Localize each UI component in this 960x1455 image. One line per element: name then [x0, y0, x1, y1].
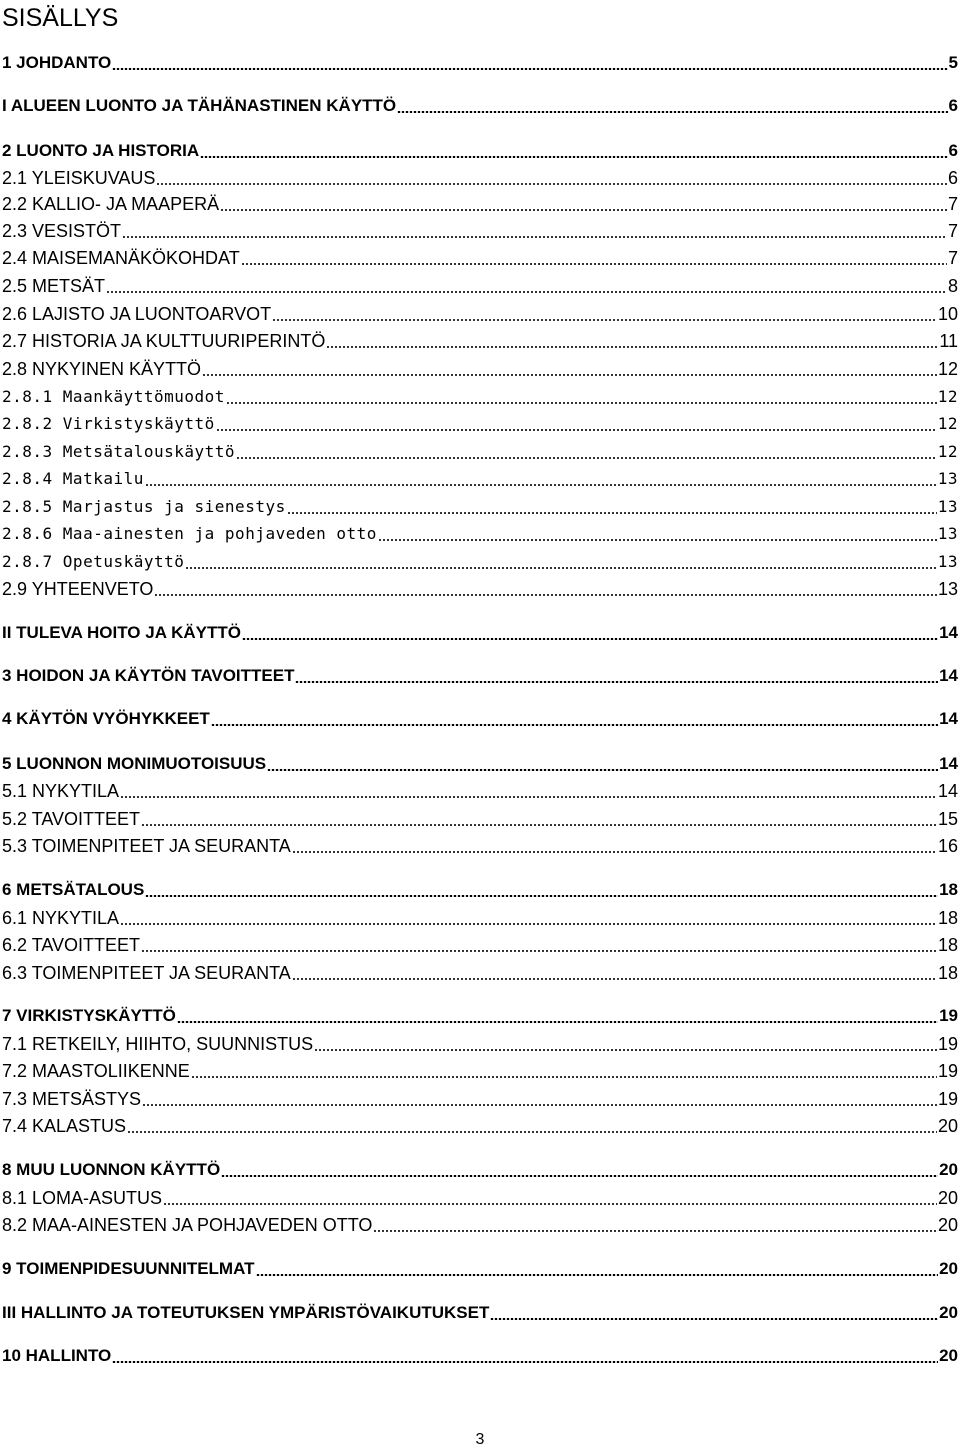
toc-entry-page: 6: [948, 96, 958, 115]
toc-entry[interactable]: [2, 1086, 958, 1110]
toc-entry[interactable]: [2, 1256, 958, 1280]
toc-entry-page: 12: [937, 414, 958, 433]
toc-entry[interactable]: [2, 576, 958, 600]
toc-entry-page: 16: [937, 836, 958, 856]
dot-leader: [272, 319, 937, 321]
toc-entry[interactable]: [2, 165, 958, 189]
toc-entry-label: 2.8.5 Marjastus ja sienestys: [2, 497, 286, 516]
dot-leader: [220, 209, 947, 211]
toc-entry-page: 6: [948, 141, 958, 160]
toc-entry-page: 15: [937, 809, 958, 829]
toc-entry-page: 18: [939, 880, 958, 899]
toc-entry-label: 6.1 NYKYTILA: [2, 908, 120, 928]
toc-entry[interactable]: [2, 466, 958, 490]
toc-entry-label: 8.1 LOMA-ASUTUS: [2, 1188, 163, 1208]
toc-entry-page: 11: [939, 331, 958, 351]
toc-entry[interactable]: [2, 751, 958, 775]
toc-entry[interactable]: [2, 245, 958, 269]
dot-leader: [226, 402, 937, 404]
dot-leader: [373, 1230, 937, 1232]
dot-leader: [287, 512, 937, 514]
toc-entry-page: 20: [937, 1188, 958, 1208]
toc-entry[interactable]: [2, 411, 958, 435]
dot-leader: [236, 457, 937, 459]
dot-leader: [141, 824, 937, 826]
toc-entry-page: 20: [939, 1346, 958, 1365]
toc-entry-label: 2.3 VESISTÖT: [2, 221, 122, 241]
toc-entry-page: 18: [937, 963, 958, 983]
toc-entry-page: 12: [937, 442, 958, 461]
toc-entry-label: 2.7 HISTORIA JA KULTTUURIPERINTÖ: [2, 331, 326, 351]
toc-entry-page: 19: [939, 1006, 958, 1025]
toc-entry-label: 2.9 YHTEENVETO: [2, 579, 154, 599]
toc-entry[interactable]: [2, 706, 958, 730]
toc-entry[interactable]: [2, 1343, 958, 1367]
toc-entry-page: 5: [948, 53, 958, 72]
toc-entry[interactable]: [2, 932, 958, 956]
toc-entry-label: 2.8.7 Opetuskäyttö: [2, 552, 185, 571]
toc-entry-page: 20: [939, 1160, 958, 1179]
dot-leader: [141, 950, 937, 952]
toc-entry-page: 19: [937, 1061, 958, 1081]
toc-entry[interactable]: [2, 439, 958, 463]
toc-entry[interactable]: [2, 356, 958, 380]
toc-entry[interactable]: [2, 778, 958, 802]
toc-entry-label: 8 MUU LUONNON KÄYTTÖ: [2, 1160, 221, 1179]
toc-entry[interactable]: [2, 384, 958, 408]
dot-leader: [314, 1049, 937, 1051]
toc-entry-label: 2.5 METSÄT: [2, 276, 106, 296]
dot-leader: [106, 291, 947, 293]
toc-entry-page: 19: [937, 1034, 958, 1054]
toc-entry-page: 13: [937, 524, 958, 543]
toc-entry-page: 14: [937, 781, 958, 801]
dot-leader: [397, 110, 947, 113]
toc-entry[interactable]: [2, 273, 958, 297]
toc-entry[interactable]: [2, 218, 958, 242]
toc-entry[interactable]: [2, 1185, 958, 1209]
toc-entry[interactable]: [2, 1113, 958, 1137]
dot-leader: [221, 1174, 938, 1177]
toc-entry-label: III HALLINTO JA TOTEUTUKSEN YMPÄRISTÖVAIKUTUKSET: [2, 1303, 490, 1322]
dot-leader: [378, 539, 937, 541]
toc-entry-label: II TULEVA HOITO JA KÄYTTÖ: [2, 623, 241, 642]
dot-leader: [256, 1273, 939, 1276]
toc-entry-page: 14: [939, 709, 958, 728]
toc-entry-label: 10 HALLINTO: [2, 1346, 112, 1365]
dot-leader: [241, 263, 947, 265]
toc-entry-label: 7.2 MAASTOLIIKENNE: [2, 1061, 190, 1081]
toc-entry-page: 7: [947, 221, 958, 241]
toc-entry[interactable]: [2, 620, 958, 644]
toc-entry-page: 7: [947, 248, 958, 268]
dot-leader: [112, 67, 947, 70]
toc-entry-page: 10: [937, 304, 958, 324]
dot-leader: [191, 1076, 937, 1078]
toc-entry-label: 2.2 KALLIO- JA MAAPERÄ: [2, 194, 220, 214]
toc-entry-label: 2 LUONTO JA HISTORIA: [2, 141, 200, 160]
dot-leader: [202, 374, 937, 376]
toc-entry-label: 2.4 MAISEMANÄKÖKOHDAT: [2, 248, 240, 268]
dot-leader: [242, 637, 938, 640]
toc-entry-label: 6 METSÄTALOUS: [2, 880, 145, 899]
toc-entry-label: 6.2 TAVOITTEET: [2, 935, 141, 955]
dot-leader: [156, 183, 947, 185]
toc-entry-page: 13: [937, 579, 958, 599]
toc-entry[interactable]: [2, 521, 958, 545]
toc-entry-label: 2.8.6 Maa-ainesten ja pohjaveden otto: [2, 524, 377, 543]
dot-leader: [267, 768, 938, 771]
toc-entry-page: 14: [939, 666, 958, 685]
dot-leader: [177, 1020, 938, 1023]
dot-leader: [292, 978, 937, 980]
toc-entry[interactable]: [2, 301, 958, 325]
toc-entry-label: 2.8.1 Maankäyttömuodot: [2, 387, 225, 406]
toc-entry-label: 5.1 NYKYTILA: [2, 781, 120, 801]
dot-leader: [145, 894, 938, 897]
toc-entry-page: 13: [937, 497, 958, 516]
toc-entry[interactable]: [2, 191, 958, 215]
toc-entry-label: 2.8.2 Virkistyskäyttö: [2, 414, 215, 433]
toc-entry-page: 14: [939, 623, 958, 642]
toc-entry-label: I ALUEEN LUONTO JA TÄHÄNASTINEN KÄYTTÖ: [2, 96, 397, 115]
toc-entry[interactable]: [2, 1157, 958, 1181]
toc-entry[interactable]: [2, 806, 958, 830]
dot-leader: [120, 923, 937, 925]
dot-leader: [292, 851, 937, 853]
toc-entry[interactable]: [2, 494, 958, 518]
dot-leader: [122, 236, 947, 238]
toc-entry-label: 5.3 TOIMENPITEET JA SEURANTA: [2, 836, 291, 856]
dot-leader: [154, 594, 937, 596]
toc-entry-page: 18: [937, 908, 958, 928]
toc-entry-label: 9 TOIMENPIDESUUNNITELMAT: [2, 1259, 255, 1278]
dot-leader: [216, 429, 937, 431]
toc-entry-page: 13: [937, 469, 958, 488]
dot-leader: [112, 1360, 938, 1363]
dot-leader: [200, 155, 947, 158]
toc-entry-page: 6: [947, 168, 958, 188]
toc-entry-label: 4 KÄYTÖN VYÖHYKKEET: [2, 709, 210, 728]
toc-entry-label: 2.8 NYKYINEN KÄYTTÖ: [2, 359, 202, 379]
toc-entry-page: 8: [947, 276, 958, 296]
toc-entry-page: 13: [937, 552, 958, 571]
toc-entry[interactable]: [2, 1300, 958, 1324]
toc-entry[interactable]: [2, 1212, 958, 1236]
dot-leader: [142, 1104, 937, 1106]
toc-entry[interactable]: [2, 328, 958, 352]
dot-leader: [185, 567, 936, 569]
toc-entry[interactable]: [2, 1031, 958, 1055]
toc-entry-page: 7: [947, 194, 958, 214]
dot-leader: [120, 796, 937, 798]
toc-entry-page: 20: [937, 1116, 958, 1136]
toc-entry-label: 2.6 LAJISTO JA LUONTOARVOT: [2, 304, 272, 324]
toc-entry-page: 20: [939, 1303, 958, 1322]
toc-entry[interactable]: [2, 663, 958, 687]
toc-entry-label: 2.8.3 Metsätalouskäyttö: [2, 442, 236, 461]
toc-entry[interactable]: [2, 905, 958, 929]
dot-leader: [490, 1317, 938, 1320]
toc-entry-label: 7.4 KALASTUS: [2, 1116, 127, 1136]
toc-entry-page: 12: [937, 359, 958, 379]
dot-leader: [163, 1203, 937, 1205]
toc-entry-label: 5 LUONNON MONIMUOTOISUUS: [2, 754, 267, 773]
toc-entry[interactable]: [2, 138, 958, 162]
toc-entry-page: 18: [937, 935, 958, 955]
dot-leader: [145, 484, 937, 486]
toc-entry-label: 5.2 TAVOITTEET: [2, 809, 141, 829]
toc-entry[interactable]: [2, 833, 958, 857]
toc-entry[interactable]: [2, 1003, 958, 1027]
page-title: SISÄLLYS: [2, 4, 119, 32]
toc-entry-label: 7.3 METSÄSTYS: [2, 1089, 142, 1109]
page-number: 3: [475, 1431, 485, 1448]
toc-entry[interactable]: [2, 1058, 958, 1082]
dot-leader: [127, 1131, 937, 1133]
dot-leader: [211, 723, 938, 726]
toc-entry-label: 7.1 RETKEILY, HIIHTO, SUUNNISTUS: [2, 1034, 314, 1054]
toc-entry-label: 2.8.4 Matkailu: [2, 469, 144, 488]
toc-entry[interactable]: [2, 960, 958, 984]
toc-entry-label: 8.2 MAA-AINESTEN JA POHJAVEDEN OTTO: [2, 1215, 373, 1235]
toc-entry[interactable]: [2, 50, 958, 74]
toc-entry-page: 19: [937, 1089, 958, 1109]
toc-entry[interactable]: [2, 93, 958, 117]
dot-leader: [295, 680, 938, 683]
toc-entry-page: 12: [937, 387, 958, 406]
toc-entry-label: 6.3 TOIMENPITEET JA SEURANTA: [2, 963, 291, 983]
dot-leader: [326, 346, 938, 348]
toc-entry-page: 20: [939, 1259, 958, 1278]
toc-entry-label: 2.1 YLEISKUVAUS: [2, 168, 156, 188]
toc-entry-label: 1 JOHDANTO: [2, 53, 112, 72]
toc-entry-label: 3 HOIDON JA KÄYTÖN TAVOITTEET: [2, 666, 295, 685]
toc-entry[interactable]: [2, 877, 958, 901]
toc-entry-label: 7 VIRKISTYSKÄYTTÖ: [2, 1006, 176, 1025]
toc-entry[interactable]: [2, 549, 958, 573]
toc-entry-page: 20: [937, 1215, 958, 1235]
toc-entry-page: 14: [939, 754, 958, 773]
